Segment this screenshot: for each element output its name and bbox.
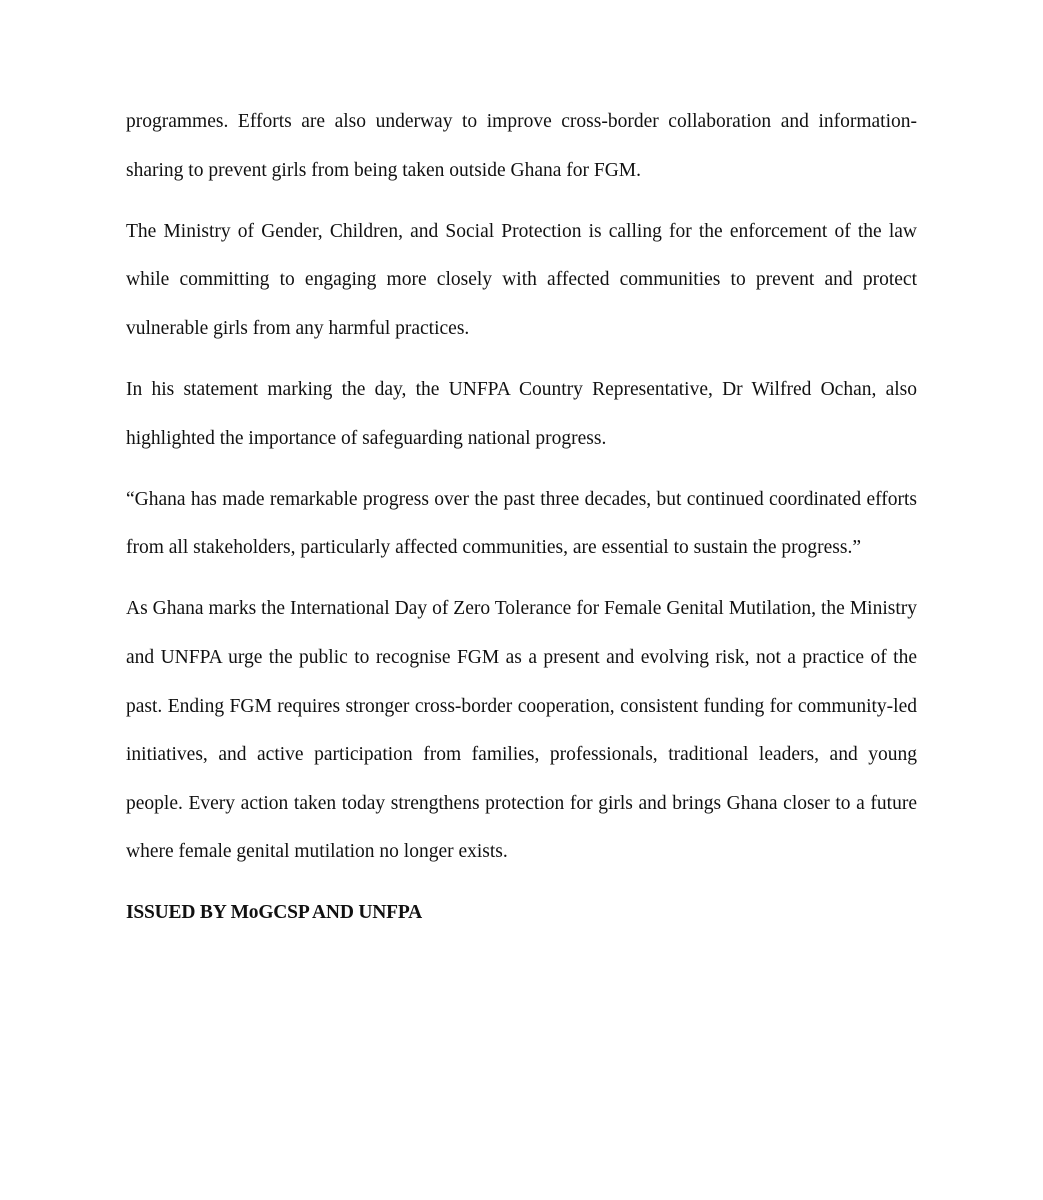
paragraph-programmes: programmes. Efforts are also underway to improve cross-border collaboration and information-sharing to prevent girls from being taken outside Ghana for FGM.	[126, 111, 917, 181]
paragraph-closing: As Ghana marks the International Day of Zero Tolerance for Female Genital Mutilation, the Ministry and UNFPA urge the public to recognise FGM as a present and evolving risk, not a practice of the past. Ending FGM requires stronger cross-border cooperation, consistent funding for community-led initiatives, and active participation from families, professionals, traditional leaders, and young people. Every action taken today strengthens protection for girls and brings Ghana closer to a future where female genital mutilation no longer exists.	[126, 598, 917, 863]
paragraph-quote: “Ghana has made remarkable progress over the past three decades, but continued coordinated efforts from all stakeholders, particularly affected communities, are essential to sustain the progress.”	[126, 488, 917, 559]
paragraph-ministry-call: The Ministry of Gender, Children, and Social Protection is calling for the enforcement of the law while committing to engaging more closely with affected communities to prevent and protect vulnerable girls from any harmful practices.	[126, 220, 917, 339]
issuer-line: ISSUED BY MoGCSP AND UNFPA	[126, 902, 422, 924]
document-body	[126, 98, 917, 938]
paragraph-unfpa-statement: In his statement marking the day, the UNFPA Country Representative, Dr Wilfred Ochan, also highlighted the importance of safeguarding national progress.	[126, 378, 917, 449]
